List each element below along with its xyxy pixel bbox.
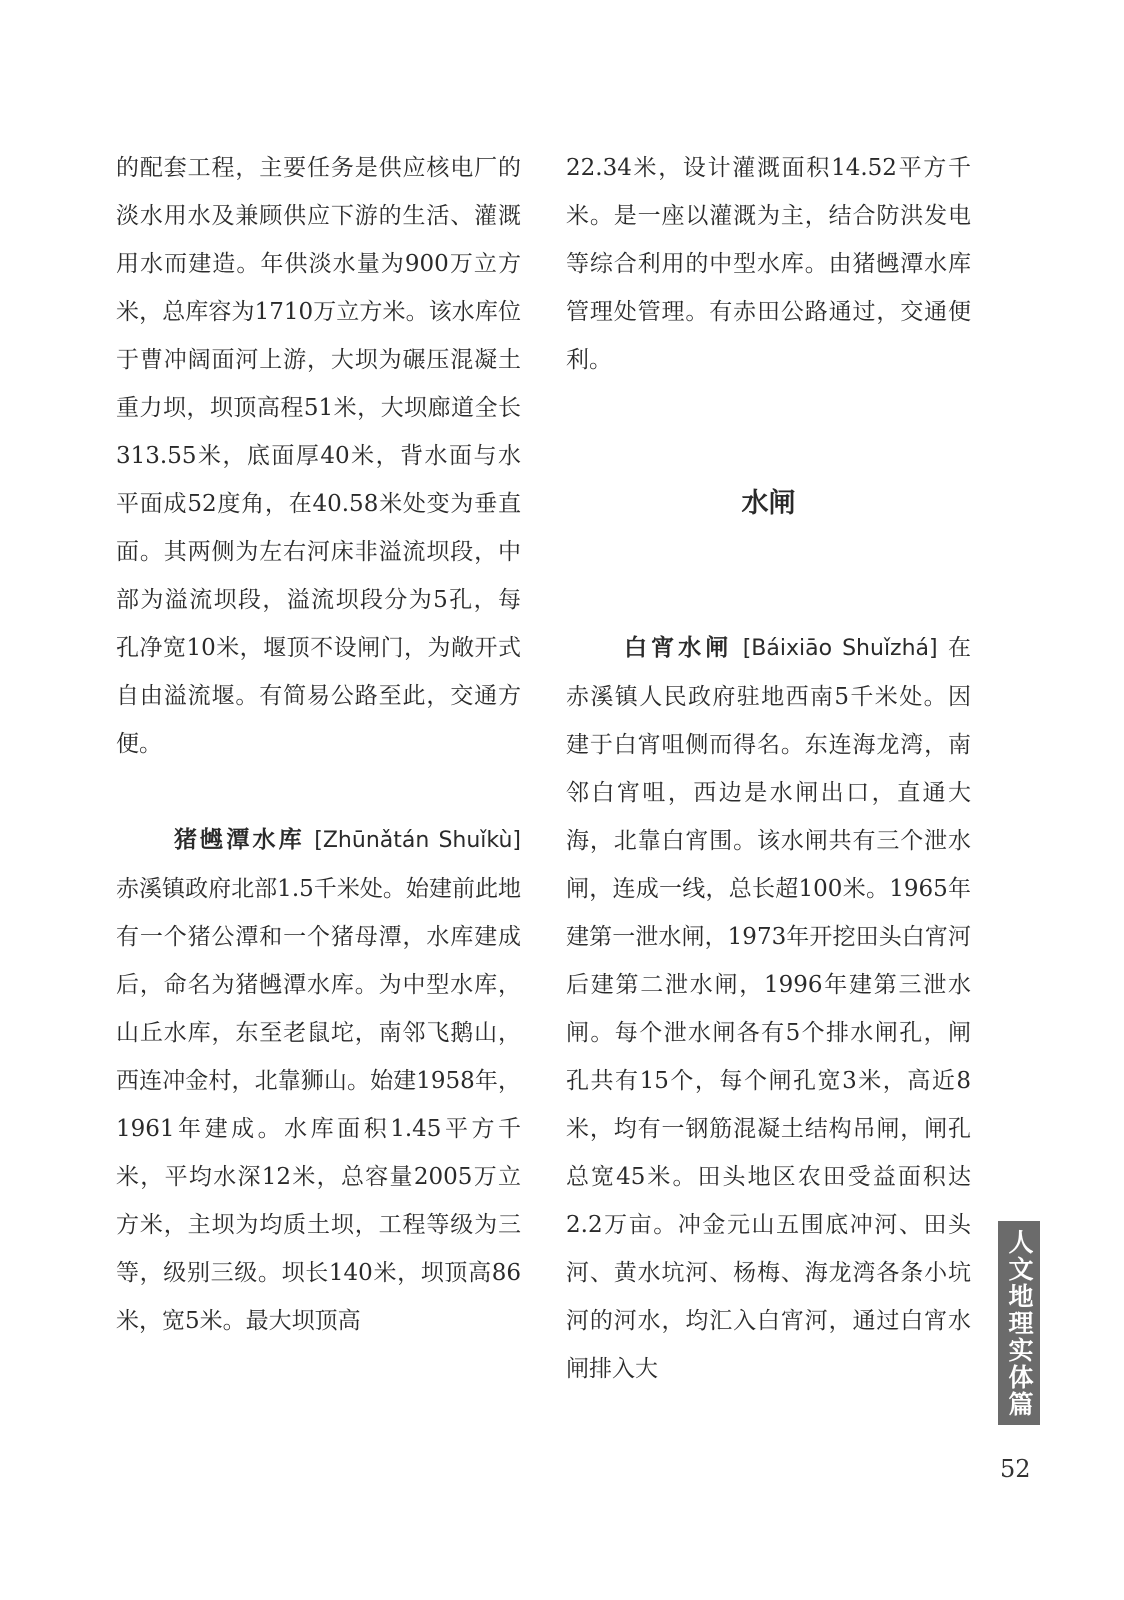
entry-term: 猪乸潭水库 <box>174 826 305 853</box>
entry-pinyin: [Báixiāo Shuǐzhá] <box>742 636 938 661</box>
entry-pinyin: [Zhūnǎtán Shuǐkù] <box>314 828 522 853</box>
entry-indent <box>566 635 624 661</box>
continued-paragraph-right: 22.34米，设计灌溉面积14.52平方千米。是一座以灌溉为主，结合防洪发电等综合利用的中型水库。由猪乸潭水库管理处管理。有赤田公路通过，交通便利。 <box>566 155 971 373</box>
chapter-side-tab: 人文地理实体篇 <box>998 1221 1040 1425</box>
section-title: 水闸 <box>741 488 796 519</box>
entry-body: 在赤溪镇人民政府驻地西南5千米处。因建于白宵咀侧而得名。东连海龙湾，南邻白宵咀，西边是水闸出口，直通大海，北靠白宵围。该水闸共有三个泄水闸，连成一线，总长超100米。1965年建第一泄水闸，1973年开挖田头白宵河后建第二泄水闸，1996年建第三泄水闸。每个泄水闸各有5个排水闸孔，闸孔共有15个，每个闸孔宽3米，高近8米，均有一钢筋混凝土结构吊闸，闸孔总宽45米。田头地区农田受益面积达2.2万亩。冲金元山五围底冲河、田头河、黄水坑河、杨梅、海龙湾各条小坑河的河水，均汇入白宵河，通过白宵水闸排入大 <box>566 635 972 1382</box>
right-column <box>566 144 971 1393</box>
entry-spacer <box>116 768 521 816</box>
sluice-entry <box>566 624 971 1393</box>
left-column <box>116 144 521 1345</box>
continued-paragraph: 的配套工程，主要任务是供应核电厂的淡水用水及兼顾供应下游的生活、灌溉用水而建造。年供淡水量为900万立方米，总库容为1710万立方米。该水库位于曹冲阔面河上游，大坝为碾压混凝土重力坝，坝顶高程51米，大坝廊道全长313.55米，底面厚40米，背水面与水平面成52度角，在40.58米处变为垂直面。其两侧为左右河床非溢流坝段，中部为溢流坝段，溢流坝段分为5孔，每孔净宽10米，堰顶不设闸门，为敞开式自由溢流堰。有简易公路至此，交通方便。 <box>116 155 521 757</box>
entry-indent <box>116 827 174 853</box>
page-number: 52 <box>1000 1455 1031 1483</box>
entry-term: 白宵水闸 <box>624 634 733 661</box>
entry-body: 赤溪镇政府北部1.5千米处。始建前此地有一个猪公潭和一个猪母潭，水库建成后，命名为猪乸潭水库。为中型水库，山丘水库，东至老鼠坨，南邻飞鹅山，西连冲金村，北靠狮山。始建1958年，1961年建成。水库面积1.45平方千米，平均水深12米，总容量2005万立方米，主坝为均质土坝，工程等级为三等，级别三级。坝长140米，坝顶高86米，宽5米。最大坝顶高 <box>116 876 521 1334</box>
reservoir-entry <box>116 816 521 1345</box>
